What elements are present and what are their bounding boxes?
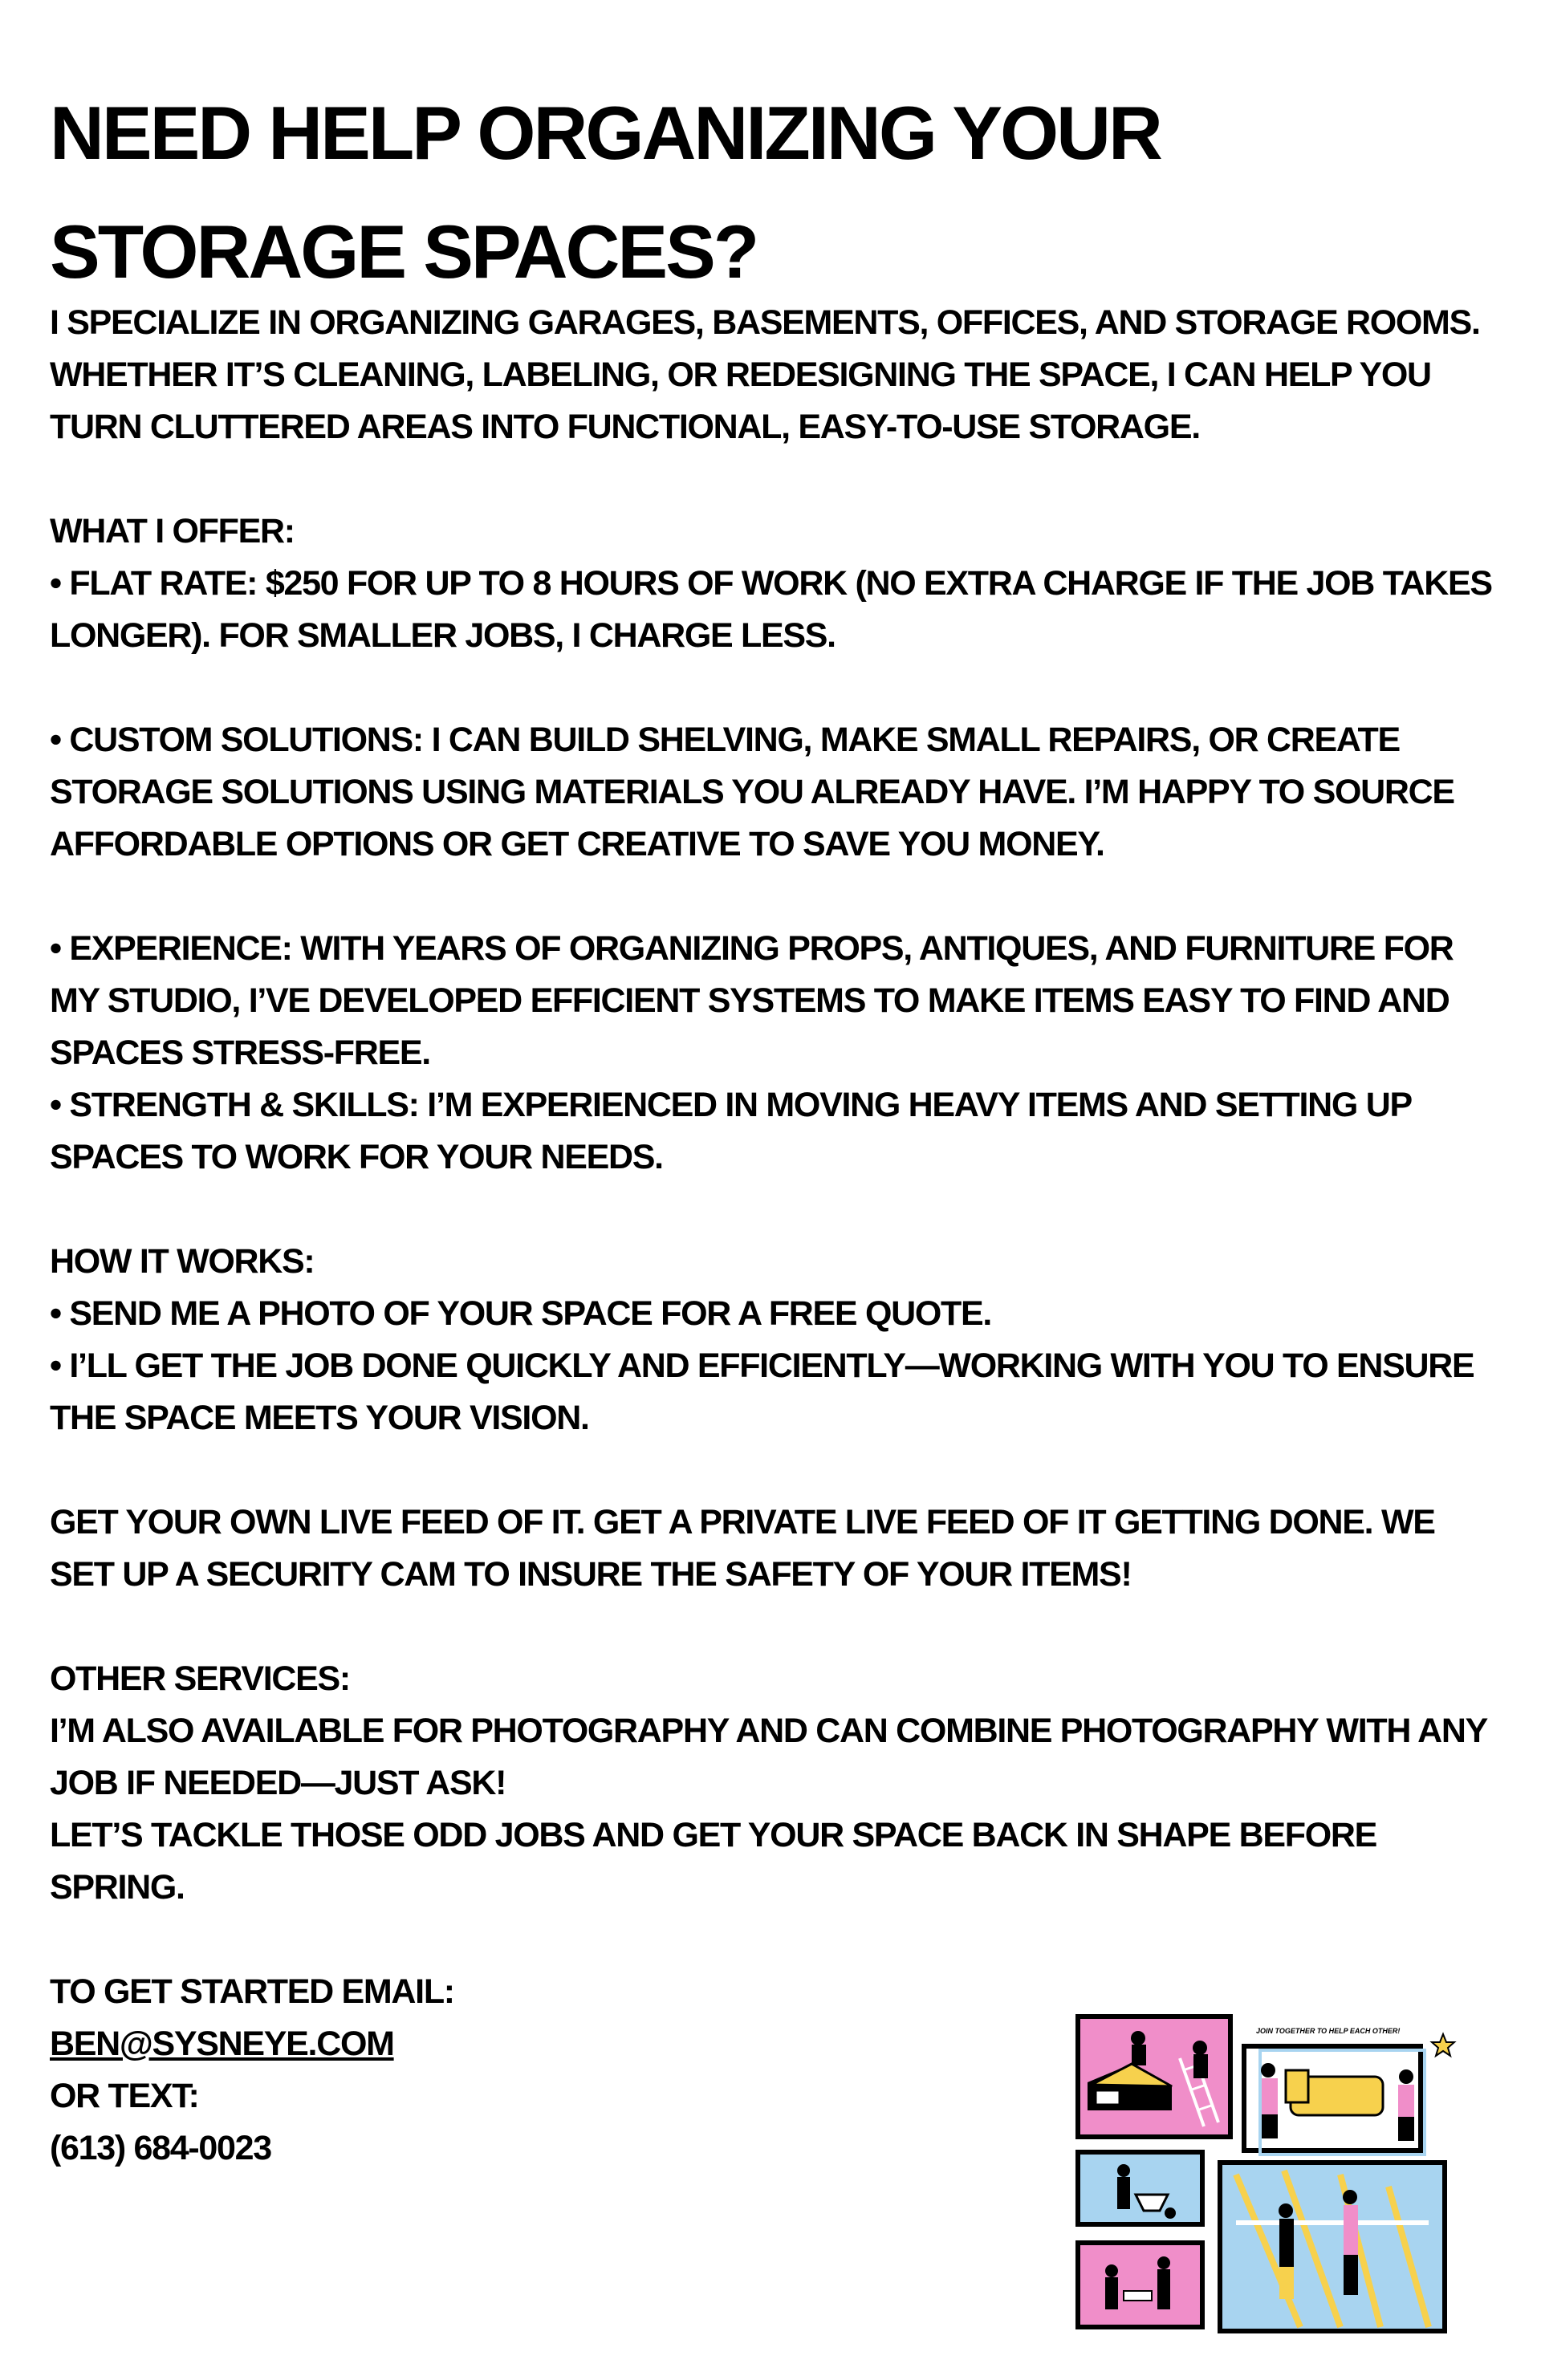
workers-illustration: [1075, 2014, 1461, 2335]
panel-window-install: [1220, 2163, 1445, 2331]
headline-line-1: NEED HELP ORGANIZING YOUR: [50, 91, 1161, 175]
other-tackle: LET’S TACKLE THOSE ODD JOBS AND GET YOUR SPACE BACK IN SHAPE BEFORE SPRING.: [50, 1816, 1376, 1907]
flyer-body: [50, 297, 1494, 2175]
or-text-label: OR TEXT:: [50, 2077, 199, 2115]
offer-heading: WHAT I OFFER:: [50, 512, 295, 550]
email-link[interactable]: BEN@SYSNEYE.COM: [50, 2025, 394, 2063]
how-heading: HOW IT WORKS:: [50, 1242, 315, 1281]
live-feed-paragraph: GET YOUR OWN LIVE FEED OF IT. GET A PRIVATE LIVE FEED OF IT GETTING DONE. WE SET UP A SECURITY CAM TO INSURE THE SAFETY OF YOUR ITEMS!: [50, 1503, 1435, 1594]
panel-couch-movers: [1244, 2027, 1454, 2155]
how-item-photo: • SEND ME A PHOTO OF YOUR SPACE FOR A FREE QUOTE.: [50, 1294, 991, 1333]
offer-item-strength: • STRENGTH & SKILLS: I’M EXPERIENCED IN MOVING HEAVY ITEMS AND SETTING UP SPACES TO WORK FOR YOUR NEEDS.: [50, 1086, 1412, 1176]
contact-heading: TO GET STARTED EMAIL:: [50, 1972, 454, 2011]
intro-paragraph: I SPECIALIZE IN ORGANIZING GARAGES, BASEMENTS, OFFICES, AND STORAGE ROOMS. WHETHER IT’S CLEANING, LABELING, OR REDESIGNING THE SPACE, I CAN HELP YOU TURN CLUTTERED AREAS INTO FUNCTIONAL, EASY-TO-USE STORAGE.: [50, 303, 1480, 446]
other-photography: I’M ALSO AVAILABLE FOR PHOTOGRAPHY AND CAN COMBINE PHOTOGRAPHY WITH ANY JOB IF NEEDED—JUST ASK!: [50, 1712, 1487, 1802]
headline: [50, 74, 1494, 311]
panel-wheelbarrow: [1078, 2152, 1202, 2224]
panel-tools: [1078, 2243, 1202, 2327]
headline-line-2: STORAGE SPACES?: [50, 209, 758, 294]
phone-number: (613) 684-0023: [50, 2129, 271, 2167]
offer-item-custom-solutions: • CUSTOM SOLUTIONS: I CAN BUILD SHELVING, MAKE SMALL REPAIRS, OR CREATE STORAGE SOLUTIONS USING MATERIALS YOU ALREADY HAVE. I’M HAPPY TO SOURCE AFFORDABLE OPTIONS OR GET CREATIVE TO SAVE YOU MONEY.: [50, 721, 1454, 863]
illustration-caption: JOIN TOGETHER TO HELP EACH OTHER!: [1256, 2027, 1401, 2035]
how-item-done: • I’LL GET THE JOB DONE QUICKLY AND EFFICIENTLY—WORKING WITH YOU TO ENSURE THE SPACE MEETS YOUR VISION.: [50, 1346, 1474, 1437]
other-heading: OTHER SERVICES:: [50, 1659, 350, 1698]
offer-item-flat-rate: • FLAT RATE: $250 FOR UP TO 8 HOURS OF WORK (NO EXTRA CHARGE IF THE JOB TAKES LONGER). FOR SMALLER JOBS, I CHARGE LESS.: [50, 564, 1492, 655]
panel-roof-repair: [1078, 2017, 1230, 2137]
offer-item-experience: • EXPERIENCE: WITH YEARS OF ORGANIZING PROPS, ANTIQUES, AND FURNITURE FOR MY STUDIO, I’VE DEVELOPED EFFICIENT SYSTEMS TO MAKE ITEMS EASY TO FIND AND SPACES STRESS-FREE.: [50, 929, 1454, 1072]
